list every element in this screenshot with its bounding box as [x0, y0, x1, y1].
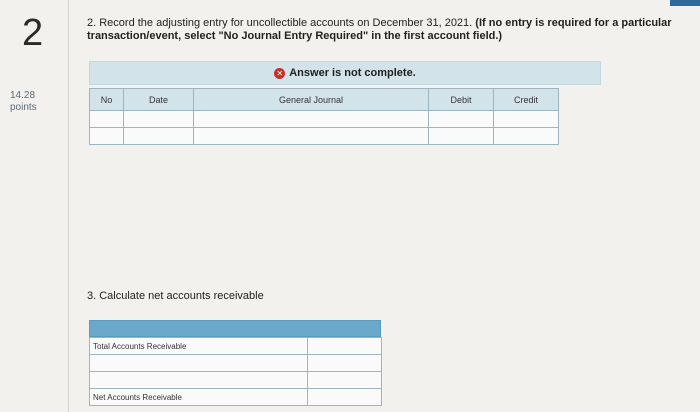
- account-cell[interactable]: [194, 111, 429, 128]
- receivable-header: [89, 320, 381, 337]
- answer-status-bar: [89, 61, 601, 85]
- corner-badge: [670, 0, 700, 6]
- question-number: 2: [22, 12, 44, 54]
- part2-instruction: [87, 17, 687, 43]
- total-ar-label: Total Accounts Receivable: [90, 338, 308, 355]
- left-divider: [68, 0, 69, 412]
- receivable-value-input[interactable]: [308, 372, 382, 389]
- account-cell[interactable]: [194, 128, 429, 145]
- date-cell[interactable]: [124, 111, 194, 128]
- table-row: [90, 389, 382, 406]
- part3-title: 3. Calculate net accounts receivable: [87, 290, 264, 302]
- journal-header-row: [90, 89, 559, 111]
- table-row: [90, 372, 382, 389]
- table-row: [90, 111, 559, 128]
- debit-cell[interactable]: [429, 128, 494, 145]
- points-label: points: [10, 102, 37, 113]
- x-circle-icon: ✕: [274, 68, 285, 79]
- part2-prefix: 2. Record the adjusting entry for uncollectible accounts on December 31, 2021.: [87, 17, 473, 29]
- receivable-label-input[interactable]: [90, 372, 308, 389]
- no-cell: [90, 111, 124, 128]
- journal-table: [89, 88, 559, 145]
- receivable-value-input[interactable]: [308, 355, 382, 372]
- points-value: 14.28: [10, 90, 36, 101]
- debit-cell[interactable]: [429, 111, 494, 128]
- credit-cell[interactable]: [494, 111, 559, 128]
- table-row: [90, 355, 382, 372]
- no-cell: [90, 128, 124, 145]
- date-cell[interactable]: [124, 128, 194, 145]
- table-row: [90, 128, 559, 145]
- receivable-table: [89, 337, 382, 406]
- part2-bold-note: (If no entry is required for a particular transaction/event, select "No Journal Entry Required" in the first account field.): [87, 17, 672, 42]
- col-debit: Debit: [429, 89, 494, 111]
- question-points: [10, 90, 37, 114]
- total-ar-input[interactable]: [308, 338, 382, 355]
- credit-cell[interactable]: [494, 128, 559, 145]
- col-credit: Credit: [494, 89, 559, 111]
- answer-status-text: Answer is not complete.: [289, 67, 416, 79]
- net-ar-label: Net Accounts Receivable: [90, 389, 308, 406]
- table-row: [90, 338, 382, 355]
- net-ar-input[interactable]: [308, 389, 382, 406]
- receivable-label-input[interactable]: [90, 355, 308, 372]
- col-no: No: [90, 89, 124, 111]
- col-date: Date: [124, 89, 194, 111]
- col-general-journal: General Journal: [194, 89, 429, 111]
